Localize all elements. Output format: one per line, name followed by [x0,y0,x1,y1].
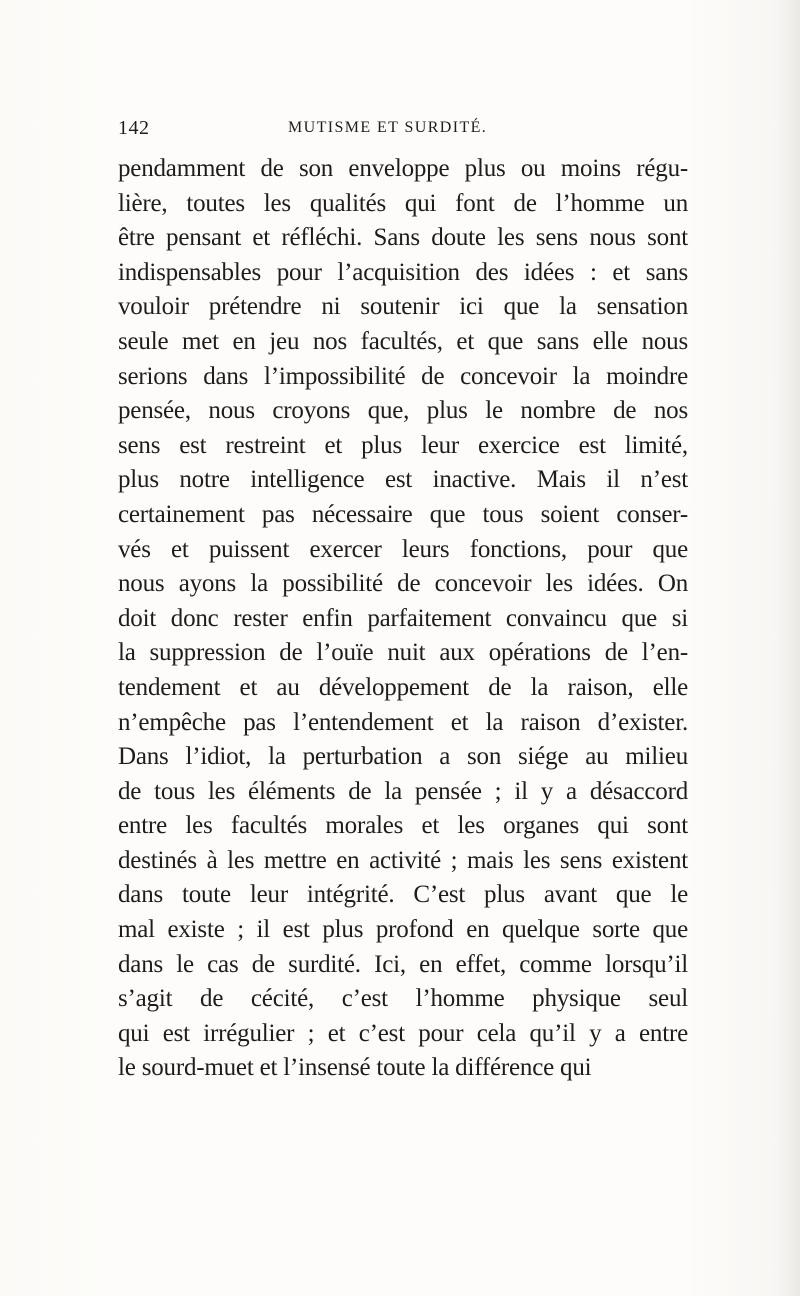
text-line: qui est irrégulier ; et c’est pour cela qu’il y a entre [118,1019,688,1047]
text-line: être pensant et réfléchi. Sans doute les sens nous sont [118,224,688,252]
running-head: MUTISME ET SURDITÉ. [288,119,488,136]
text-line: Dans l’idiot, la perturbation a son siége au milieu [118,743,688,771]
page-edge-shadow [776,0,800,1296]
page-header [118,117,688,141]
text-line: vouloir prétendre ni soutenir ici que la sensation [118,293,688,321]
text-line: dans toute leur intégrité. C’est plus avant que le [118,881,688,909]
text-line: nous ayons la possibilité de concevoir les idées. On [118,570,688,598]
text-line: tendement et au développement de la raison, elle [118,673,688,701]
text-line: mal existe ; il est plus profond en quelque sorte que [118,916,688,944]
text-line: vés et puissent exercer leurs fonctions, pour que [118,535,688,563]
page-number: 142 [118,117,150,139]
text-line: n’empêche pas l’entendement et la raison d’exister. [118,708,688,736]
text-line: le sourd-muet et l’insensé toute la différence qui [118,1054,592,1082]
text-line: sens est restreint et plus leur exercice est limité, [118,431,688,459]
text-line: la suppression de l’ouïe nuit aux opérations de l’en- [118,639,688,667]
text-line: pensée, nous croyons que, plus le nombre de nos [118,397,688,425]
text-line: certainement pas nécessaire que tous soient conser- [118,500,688,528]
text-line: destinés à les mettre en activité ; mais les sens existent [118,846,688,874]
text-line: serions dans l’impossibilité de concevoir la moindre [118,362,688,390]
text-line: doit donc rester enfin parfaitement convaincu que si [118,604,688,632]
text-line: de tous les éléments de la pensée ; il y a désaccord [118,777,688,805]
text-line: entre les facultés morales et les organes qui sont [118,812,688,840]
text-line: dans le cas de surdité. Ici, en effet, comme lorsqu’il [118,950,688,978]
text-line: pendamment de son enveloppe plus ou moins régu- [118,155,688,182]
text-line: lière, toutes les qualités qui font de l’homme un [118,189,688,217]
body-text [118,152,688,1086]
text-line: s’agit de cécité, c’est l’homme physique seul [118,985,688,1013]
text-line: seule met en jeu nos facultés, et que sans elle nous [118,327,688,355]
text-line: indispensables pour l’acquisition des idées : et sans [118,258,688,286]
text-line: plus notre intelligence est inactive. Mais il n’est [118,466,688,494]
